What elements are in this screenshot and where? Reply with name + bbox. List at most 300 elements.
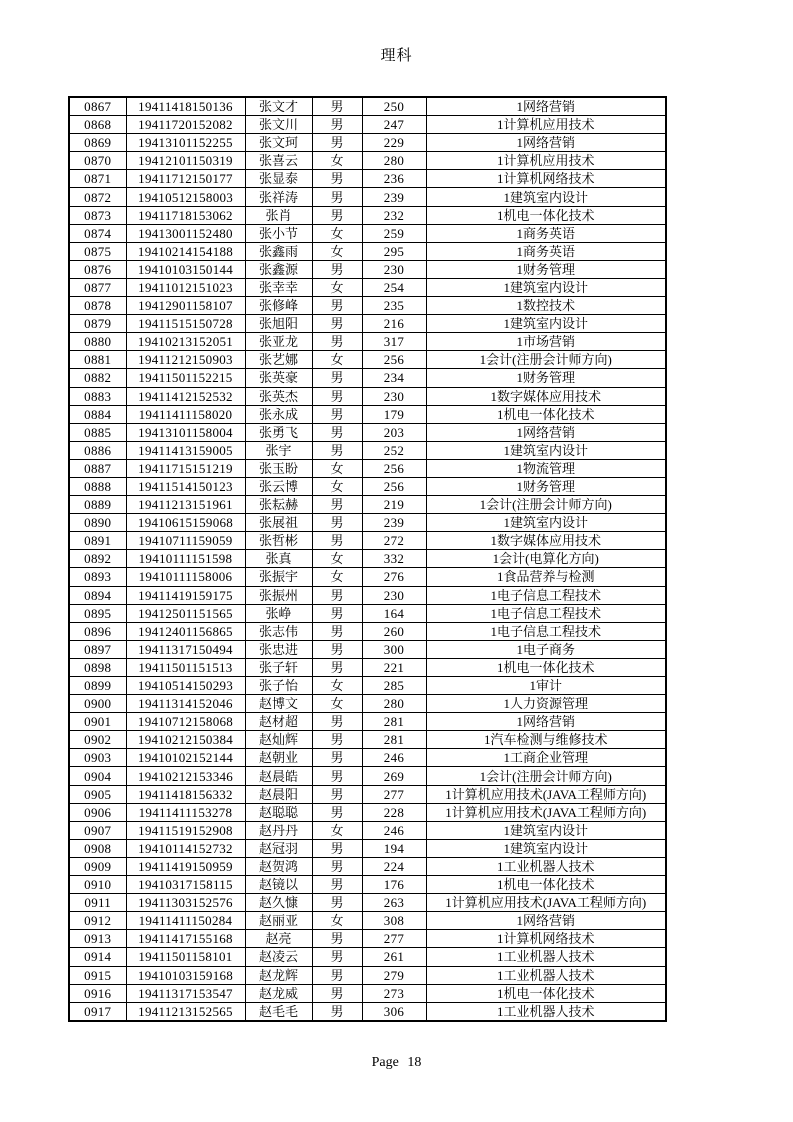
cell-student-name: 赵冠羽 <box>245 839 312 857</box>
cell-student-name: 赵材超 <box>245 713 312 731</box>
table-row <box>69 134 666 152</box>
table-row <box>69 405 666 423</box>
cell-serial-number: 0913 <box>69 930 126 948</box>
cell-admitted-major: 1会计(注册会计师方向) <box>426 767 666 785</box>
cell-student-name: 张小节 <box>245 224 312 242</box>
cell-serial-number: 0914 <box>69 948 126 966</box>
cell-gender: 男 <box>312 713 362 731</box>
cell-student-name: 赵镜以 <box>245 876 312 894</box>
cell-gender: 男 <box>312 423 362 441</box>
cell-student-name: 张幸幸 <box>245 278 312 296</box>
page-number: Page 18 <box>371 1055 422 1070</box>
cell-admitted-major: 1计算机应用技术(JAVA工程师方向) <box>426 803 666 821</box>
table-row <box>69 170 666 188</box>
cell-gender: 男 <box>312 604 362 622</box>
table-row <box>69 514 666 532</box>
cell-serial-number: 0872 <box>69 188 126 206</box>
cell-score: 232 <box>362 206 426 224</box>
cell-exam-number: 19411213151961 <box>126 496 245 514</box>
cell-gender: 男 <box>312 930 362 948</box>
student-score-table <box>68 96 667 1022</box>
cell-score: 176 <box>362 876 426 894</box>
table-row <box>69 604 666 622</box>
cell-admitted-major: 1机电一体化技术 <box>426 876 666 894</box>
cell-serial-number: 0890 <box>69 514 126 532</box>
cell-gender: 男 <box>312 948 362 966</box>
cell-score: 164 <box>362 604 426 622</box>
cell-exam-number: 19413101152255 <box>126 134 245 152</box>
cell-gender: 男 <box>312 260 362 278</box>
cell-score: 234 <box>362 369 426 387</box>
cell-student-name: 赵久慷 <box>245 894 312 912</box>
cell-gender: 女 <box>312 351 362 369</box>
table-row <box>69 839 666 857</box>
cell-serial-number: 0903 <box>69 749 126 767</box>
cell-serial-number: 0868 <box>69 116 126 134</box>
table-row <box>69 586 666 604</box>
cell-student-name: 张宇 <box>245 441 312 459</box>
table-row <box>69 622 666 640</box>
cell-exam-number: 19413001152480 <box>126 224 245 242</box>
cell-gender: 男 <box>312 387 362 405</box>
cell-exam-number: 19411412152532 <box>126 387 245 405</box>
cell-serial-number: 0916 <box>69 984 126 1002</box>
cell-serial-number: 0911 <box>69 894 126 912</box>
cell-student-name: 张忠进 <box>245 640 312 658</box>
cell-score: 194 <box>362 839 426 857</box>
cell-serial-number: 0899 <box>69 677 126 695</box>
cell-score: 285 <box>362 677 426 695</box>
cell-exam-number: 19411418150136 <box>126 97 245 116</box>
cell-gender: 男 <box>312 749 362 767</box>
table-row <box>69 278 666 296</box>
cell-exam-number: 19411303152576 <box>126 894 245 912</box>
cell-student-name: 赵龙威 <box>245 984 312 1002</box>
cell-admitted-major: 1数控技术 <box>426 297 666 315</box>
cell-gender: 男 <box>312 640 362 658</box>
cell-serial-number: 0867 <box>69 97 126 116</box>
cell-gender: 男 <box>312 496 362 514</box>
cell-serial-number: 0878 <box>69 297 126 315</box>
cell-admitted-major: 1建筑室内设计 <box>426 839 666 857</box>
cell-score: 306 <box>362 1002 426 1021</box>
table-row <box>69 695 666 713</box>
cell-serial-number: 0897 <box>69 640 126 658</box>
cell-score: 256 <box>362 459 426 477</box>
cell-admitted-major: 1财务管理 <box>426 369 666 387</box>
cell-serial-number: 0882 <box>69 369 126 387</box>
table-row <box>69 731 666 749</box>
table-row <box>69 260 666 278</box>
cell-score: 277 <box>362 930 426 948</box>
cell-gender: 女 <box>312 695 362 713</box>
cell-exam-number: 19412401156865 <box>126 622 245 640</box>
cell-student-name: 张哲彬 <box>245 532 312 550</box>
cell-serial-number: 0893 <box>69 568 126 586</box>
cell-admitted-major: 1网络营销 <box>426 134 666 152</box>
cell-score: 229 <box>362 134 426 152</box>
cell-admitted-major: 1工商企业管理 <box>426 749 666 767</box>
table-row <box>69 351 666 369</box>
cell-exam-number: 19411718153062 <box>126 206 245 224</box>
cell-gender: 男 <box>312 1002 362 1021</box>
cell-student-name: 赵晨阳 <box>245 785 312 803</box>
cell-gender: 男 <box>312 586 362 604</box>
cell-gender: 女 <box>312 912 362 930</box>
cell-score: 260 <box>362 622 426 640</box>
cell-exam-number: 19410103159168 <box>126 966 245 984</box>
cell-admitted-major: 1建筑室内设计 <box>426 315 666 333</box>
cell-exam-number: 19410212153346 <box>126 767 245 785</box>
table-row <box>69 767 666 785</box>
cell-score: 250 <box>362 97 426 116</box>
cell-exam-number: 19410512158003 <box>126 188 245 206</box>
cell-admitted-major: 1电子信息工程技术 <box>426 586 666 604</box>
cell-gender: 女 <box>312 821 362 839</box>
cell-score: 252 <box>362 441 426 459</box>
cell-gender: 男 <box>312 876 362 894</box>
cell-student-name: 张文珂 <box>245 134 312 152</box>
cell-score: 295 <box>362 242 426 260</box>
cell-score: 203 <box>362 423 426 441</box>
cell-gender: 男 <box>312 532 362 550</box>
cell-gender: 男 <box>312 97 362 116</box>
cell-admitted-major: 1机电一体化技术 <box>426 658 666 676</box>
cell-student-name: 张勇飞 <box>245 423 312 441</box>
table-row <box>69 224 666 242</box>
cell-admitted-major: 1商务英语 <box>426 242 666 260</box>
cell-exam-number: 19410514150293 <box>126 677 245 695</box>
cell-score: 230 <box>362 260 426 278</box>
cell-student-name: 张文才 <box>245 97 312 116</box>
cell-score: 261 <box>362 948 426 966</box>
table-row <box>69 821 666 839</box>
cell-student-name: 张鑫雨 <box>245 242 312 260</box>
cell-serial-number: 0871 <box>69 170 126 188</box>
table-row <box>69 749 666 767</box>
cell-admitted-major: 1机电一体化技术 <box>426 984 666 1002</box>
cell-exam-number: 19411212150903 <box>126 351 245 369</box>
cell-score: 276 <box>362 568 426 586</box>
cell-score: 230 <box>362 586 426 604</box>
cell-gender: 女 <box>312 477 362 495</box>
cell-score: 263 <box>362 894 426 912</box>
cell-serial-number: 0873 <box>69 206 126 224</box>
cell-gender: 男 <box>312 785 362 803</box>
cell-admitted-major: 1建筑室内设计 <box>426 188 666 206</box>
table-row <box>69 532 666 550</box>
cell-exam-number: 19411411153278 <box>126 803 245 821</box>
cell-serial-number: 0885 <box>69 423 126 441</box>
table-row <box>69 785 666 803</box>
table-row <box>69 984 666 1002</box>
table-row <box>69 803 666 821</box>
cell-exam-number: 19410213152051 <box>126 333 245 351</box>
cell-gender: 男 <box>312 369 362 387</box>
cell-admitted-major: 1机电一体化技术 <box>426 405 666 423</box>
cell-gender: 男 <box>312 188 362 206</box>
table-row <box>69 459 666 477</box>
cell-score: 216 <box>362 315 426 333</box>
cell-score: 221 <box>362 658 426 676</box>
cell-student-name: 张子怡 <box>245 677 312 695</box>
cell-student-name: 张真 <box>245 550 312 568</box>
cell-admitted-major: 1建筑室内设计 <box>426 441 666 459</box>
cell-student-name: 张振州 <box>245 586 312 604</box>
cell-gender: 女 <box>312 568 362 586</box>
table-row <box>69 315 666 333</box>
table-row <box>69 568 666 586</box>
cell-serial-number: 0907 <box>69 821 126 839</box>
table-row <box>69 152 666 170</box>
cell-admitted-major: 1工业机器人技术 <box>426 1002 666 1021</box>
cell-admitted-major: 1工业机器人技术 <box>426 966 666 984</box>
cell-exam-number: 19411519152908 <box>126 821 245 839</box>
cell-student-name: 张艺娜 <box>245 351 312 369</box>
cell-serial-number: 0905 <box>69 785 126 803</box>
table-row <box>69 387 666 405</box>
cell-serial-number: 0892 <box>69 550 126 568</box>
cell-score: 317 <box>362 333 426 351</box>
cell-serial-number: 0887 <box>69 459 126 477</box>
cell-admitted-major: 1财务管理 <box>426 477 666 495</box>
cell-gender: 男 <box>312 170 362 188</box>
table-row <box>69 640 666 658</box>
cell-serial-number: 0881 <box>69 351 126 369</box>
cell-gender: 男 <box>312 116 362 134</box>
cell-serial-number: 0901 <box>69 713 126 731</box>
cell-student-name: 赵丽亚 <box>245 912 312 930</box>
cell-serial-number: 0917 <box>69 1002 126 1021</box>
cell-student-name: 张显泰 <box>245 170 312 188</box>
cell-exam-number: 19411720152082 <box>126 116 245 134</box>
cell-student-name: 张永成 <box>245 405 312 423</box>
cell-exam-number: 19411501151513 <box>126 658 245 676</box>
table-row <box>69 1002 666 1021</box>
table-row <box>69 97 666 116</box>
cell-student-name: 张英杰 <box>245 387 312 405</box>
cell-score: 239 <box>362 188 426 206</box>
cell-student-name: 张肖 <box>245 206 312 224</box>
table-row <box>69 242 666 260</box>
cell-admitted-major: 1食品营养与检测 <box>426 568 666 586</box>
cell-exam-number: 19411417155168 <box>126 930 245 948</box>
table-row <box>69 912 666 930</box>
cell-score: 259 <box>362 224 426 242</box>
cell-student-name: 张子轩 <box>245 658 312 676</box>
cell-score: 272 <box>362 532 426 550</box>
cell-admitted-major: 1会计(注册会计师方向) <box>426 496 666 514</box>
cell-exam-number: 19410111151598 <box>126 550 245 568</box>
cell-serial-number: 0886 <box>69 441 126 459</box>
cell-score: 300 <box>362 640 426 658</box>
cell-student-name: 张振宇 <box>245 568 312 586</box>
cell-serial-number: 0909 <box>69 857 126 875</box>
cell-exam-number: 19411514150123 <box>126 477 245 495</box>
cell-gender: 男 <box>312 894 362 912</box>
cell-admitted-major: 1电子信息工程技术 <box>426 622 666 640</box>
cell-admitted-major: 1汽车检测与维修技术 <box>426 731 666 749</box>
cell-admitted-major: 1电子信息工程技术 <box>426 604 666 622</box>
cell-admitted-major: 1建筑室内设计 <box>426 278 666 296</box>
cell-admitted-major: 1物流管理 <box>426 459 666 477</box>
cell-score: 281 <box>362 731 426 749</box>
cell-exam-number: 19411314152046 <box>126 695 245 713</box>
cell-gender: 男 <box>312 134 362 152</box>
cell-exam-number: 19411213152565 <box>126 1002 245 1021</box>
cell-serial-number: 0888 <box>69 477 126 495</box>
cell-exam-number: 19411411150284 <box>126 912 245 930</box>
cell-exam-number: 19410711159059 <box>126 532 245 550</box>
table-row <box>69 333 666 351</box>
cell-exam-number: 19413101158004 <box>126 423 245 441</box>
cell-exam-number: 19411419150959 <box>126 857 245 875</box>
cell-gender: 男 <box>312 658 362 676</box>
table-row <box>69 297 666 315</box>
cell-exam-number: 19410103150144 <box>126 260 245 278</box>
cell-exam-number: 19410712158068 <box>126 713 245 731</box>
cell-admitted-major: 1审计 <box>426 677 666 695</box>
table-row <box>69 496 666 514</box>
cell-student-name: 张亚龙 <box>245 333 312 351</box>
table-row <box>69 894 666 912</box>
cell-gender: 女 <box>312 224 362 242</box>
cell-gender: 男 <box>312 731 362 749</box>
cell-score: 332 <box>362 550 426 568</box>
cell-student-name: 张鑫源 <box>245 260 312 278</box>
cell-student-name: 赵灿辉 <box>245 731 312 749</box>
cell-admitted-major: 1市场营销 <box>426 333 666 351</box>
cell-admitted-major: 1工业机器人技术 <box>426 948 666 966</box>
table-row <box>69 713 666 731</box>
cell-exam-number: 19410111158006 <box>126 568 245 586</box>
cell-exam-number: 19410214154188 <box>126 242 245 260</box>
cell-exam-number: 19411715151219 <box>126 459 245 477</box>
cell-score: 280 <box>362 152 426 170</box>
cell-score: 219 <box>362 496 426 514</box>
cell-exam-number: 19412901158107 <box>126 297 245 315</box>
cell-serial-number: 0879 <box>69 315 126 333</box>
cell-serial-number: 0876 <box>69 260 126 278</box>
cell-score: 256 <box>362 351 426 369</box>
cell-exam-number: 19410615159068 <box>126 514 245 532</box>
cell-admitted-major: 1数字媒体应用技术 <box>426 387 666 405</box>
cell-score: 277 <box>362 785 426 803</box>
cell-student-name: 张旭阳 <box>245 315 312 333</box>
cell-student-name: 张祥涛 <box>245 188 312 206</box>
cell-score: 269 <box>362 767 426 785</box>
cell-exam-number: 19410212150384 <box>126 731 245 749</box>
table-row <box>69 930 666 948</box>
table-row <box>69 116 666 134</box>
table-row <box>69 477 666 495</box>
cell-serial-number: 0880 <box>69 333 126 351</box>
cell-serial-number: 0874 <box>69 224 126 242</box>
cell-gender: 女 <box>312 152 362 170</box>
cell-student-name: 赵贺鸿 <box>245 857 312 875</box>
cell-score: 230 <box>362 387 426 405</box>
cell-score: 279 <box>362 966 426 984</box>
cell-admitted-major: 1电子商务 <box>426 640 666 658</box>
cell-admitted-major: 1计算机网络技术 <box>426 170 666 188</box>
cell-serial-number: 0896 <box>69 622 126 640</box>
cell-admitted-major: 1建筑室内设计 <box>426 821 666 839</box>
cell-gender: 男 <box>312 839 362 857</box>
cell-gender: 男 <box>312 333 362 351</box>
cell-score: 246 <box>362 821 426 839</box>
cell-serial-number: 0895 <box>69 604 126 622</box>
cell-gender: 男 <box>312 966 362 984</box>
cell-serial-number: 0902 <box>69 731 126 749</box>
cell-student-name: 张志伟 <box>245 622 312 640</box>
cell-admitted-major: 1财务管理 <box>426 260 666 278</box>
cell-serial-number: 0898 <box>69 658 126 676</box>
cell-exam-number: 19411501158101 <box>126 948 245 966</box>
cell-exam-number: 19411515150728 <box>126 315 245 333</box>
cell-student-name: 赵凌云 <box>245 948 312 966</box>
cell-serial-number: 0910 <box>69 876 126 894</box>
cell-student-name: 张耘赫 <box>245 496 312 514</box>
cell-student-name: 张英豪 <box>245 369 312 387</box>
cell-score: 228 <box>362 803 426 821</box>
cell-gender: 女 <box>312 278 362 296</box>
cell-serial-number: 0889 <box>69 496 126 514</box>
cell-admitted-major: 1计算机应用技术 <box>426 152 666 170</box>
cell-serial-number: 0883 <box>69 387 126 405</box>
table-row <box>69 206 666 224</box>
cell-admitted-major: 1人力资源管理 <box>426 695 666 713</box>
cell-admitted-major: 1会计(注册会计师方向) <box>426 351 666 369</box>
cell-admitted-major: 1网络营销 <box>426 912 666 930</box>
cell-exam-number: 19411411158020 <box>126 405 245 423</box>
cell-gender: 女 <box>312 242 362 260</box>
cell-gender: 女 <box>312 550 362 568</box>
cell-serial-number: 0877 <box>69 278 126 296</box>
table-row <box>69 966 666 984</box>
table-row <box>69 188 666 206</box>
cell-student-name: 赵亮 <box>245 930 312 948</box>
cell-score: 235 <box>362 297 426 315</box>
cell-gender: 男 <box>312 857 362 875</box>
cell-admitted-major: 1网络营销 <box>426 713 666 731</box>
cell-serial-number: 0915 <box>69 966 126 984</box>
cell-score: 236 <box>362 170 426 188</box>
cell-student-name: 赵毛毛 <box>245 1002 312 1021</box>
cell-gender: 男 <box>312 984 362 1002</box>
cell-gender: 男 <box>312 441 362 459</box>
cell-gender: 男 <box>312 767 362 785</box>
cell-student-name: 张喜云 <box>245 152 312 170</box>
cell-exam-number: 19410114152732 <box>126 839 245 857</box>
cell-exam-number: 19411501152215 <box>126 369 245 387</box>
cell-score: 239 <box>362 514 426 532</box>
cell-score: 256 <box>362 477 426 495</box>
cell-exam-number: 19410102152144 <box>126 749 245 767</box>
cell-student-name: 张展祖 <box>245 514 312 532</box>
cell-student-name: 张修峰 <box>245 297 312 315</box>
table-row <box>69 423 666 441</box>
cell-score: 246 <box>362 749 426 767</box>
cell-exam-number: 19411317150494 <box>126 640 245 658</box>
cell-admitted-major: 1数字媒体应用技术 <box>426 532 666 550</box>
cell-admitted-major: 1会计(电算化方向) <box>426 550 666 568</box>
table-row <box>69 857 666 875</box>
cell-admitted-major: 1计算机应用技术 <box>426 116 666 134</box>
cell-student-name: 张云博 <box>245 477 312 495</box>
table-row <box>69 658 666 676</box>
cell-exam-number: 19411413159005 <box>126 441 245 459</box>
cell-gender: 男 <box>312 514 362 532</box>
